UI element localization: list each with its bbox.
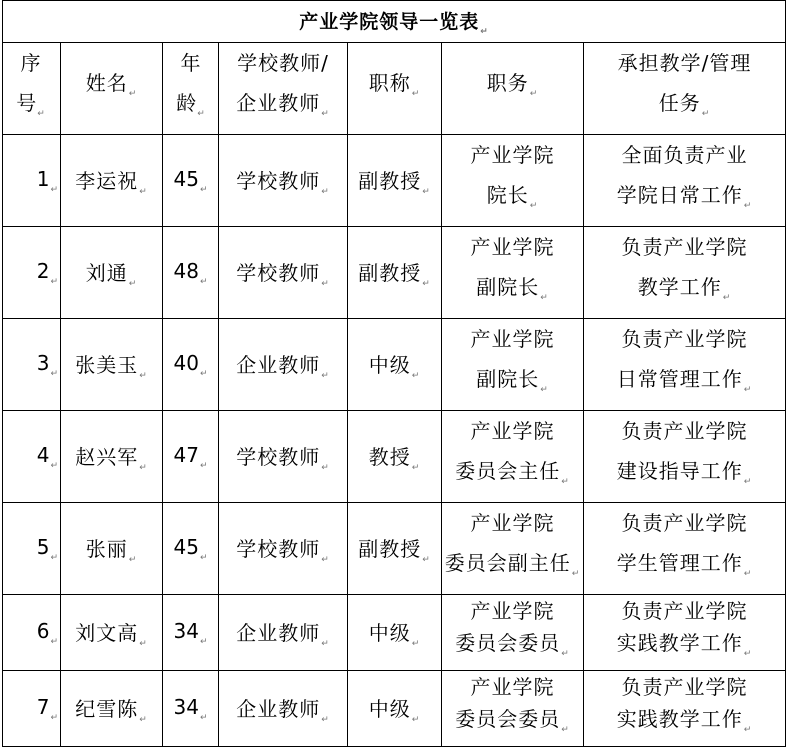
cell-age: $45_↵$ [163, 135, 219, 227]
table-row [3, 595, 786, 671]
cell-task: 全面负责产业 学院日常工作$_↵$ [584, 135, 786, 227]
cell-teacher-type: 学校教师$_↵$ [219, 411, 348, 503]
cell-teacher-type: 学校教师$_↵$ [219, 227, 348, 319]
cell-age: $47_↵$ [163, 411, 219, 503]
table-row [3, 671, 786, 747]
cell-rank: 中级$_↵$ [348, 595, 442, 671]
header-post: 职务$_↵$ [442, 43, 584, 135]
cell-post: 产业学院 副院长$_↵$ [442, 227, 584, 319]
cell-seq: $7_↵$ [3, 671, 61, 747]
table-row [3, 503, 786, 595]
cell-age: $45_↵$ [163, 503, 219, 595]
header-age: 年 龄$_↵$ [163, 43, 219, 135]
cell-post: 产业学院 副院长$_↵$ [442, 319, 584, 411]
table-row [3, 227, 786, 319]
cell-rank: 中级$_↵$ [348, 671, 442, 747]
cell-teacher-type: 企业教师$_↵$ [219, 671, 348, 747]
cell-rank: 副教授$_↵$ [348, 135, 442, 227]
cell-post: 产业学院 院长$_↵$ [442, 135, 584, 227]
cell-seq: $2_↵$ [3, 227, 61, 319]
cell-teacher-type: 学校教师$_↵$ [219, 503, 348, 595]
cell-seq: $1_↵$ [3, 135, 61, 227]
cell-post: 产业学院 委员会委员$_↵$ [442, 595, 584, 671]
header-type: 学校教师/ 企业教师$_↵$ [219, 43, 348, 135]
cell-name: 刘通$_↵$ [61, 227, 163, 319]
cell-task: 负责产业学院 建设指导工作$_↵$ [584, 411, 786, 503]
cell-name: 刘文高$_↵$ [61, 595, 163, 671]
cell-name: 张丽$_↵$ [61, 503, 163, 595]
cell-name: 李运祝$_↵$ [61, 135, 163, 227]
cell-post: 产业学院 委员会主任$_↵$ [442, 411, 584, 503]
cell-task: 负责产业学院 学生管理工作$_↵$ [584, 503, 786, 595]
cell-seq: $5_↵$ [3, 503, 61, 595]
header-name: 姓名$_↵$ [61, 43, 163, 135]
cell-rank: 教授$_↵$ [348, 411, 442, 503]
cell-rank: 副教授$_↵$ [348, 227, 442, 319]
header-task: 承担教学/管理 任务$_↵$ [584, 43, 786, 135]
cell-seq: $3_↵$ [3, 319, 61, 411]
cell-task: 负责产业学院 日常管理工作$_↵$ [584, 319, 786, 411]
cell-rank: 副教授$_↵$ [348, 503, 442, 595]
cell-post: 产业学院 委员会副主任$_↵$ [442, 503, 584, 595]
cell-seq: $4_↵$ [3, 411, 61, 503]
leaders-table [2, 0, 786, 747]
cell-age: $48_↵$ [163, 227, 219, 319]
title-row [3, 1, 786, 43]
cell-task: 负责产业学院 实践教学工作$_↵$ [584, 595, 786, 671]
table-body [3, 135, 786, 747]
cell-age: $40_↵$ [163, 319, 219, 411]
cell-rank: 中级$_↵$ [348, 319, 442, 411]
table-row [3, 411, 786, 503]
table-title: 产业学院领导一览表$_↵$ [3, 1, 786, 43]
cell-teacher-type: 企业教师$_↵$ [219, 319, 348, 411]
header-seq: 序 号$_↵$ [3, 43, 61, 135]
cell-name: 纪雪陈$_↵$ [61, 671, 163, 747]
table-row [3, 135, 786, 227]
cell-name: 张美玉$_↵$ [61, 319, 163, 411]
cell-teacher-type: 企业教师$_↵$ [219, 595, 348, 671]
cell-post: 产业学院 委员会委员$_↵$ [442, 671, 584, 747]
cell-age: $34_↵$ [163, 595, 219, 671]
cell-age: $34_↵$ [163, 671, 219, 747]
cell-name: 赵兴军$_↵$ [61, 411, 163, 503]
header-rank: 职称$_↵$ [348, 43, 442, 135]
cell-seq: $6_↵$ [3, 595, 61, 671]
cell-task: 负责产业学院 教学工作$_↵$ [584, 227, 786, 319]
cell-teacher-type: 学校教师$_↵$ [219, 135, 348, 227]
document-page [2, 0, 785, 735]
cell-task: 负责产业学院 实践教学工作$_↵$ [584, 671, 786, 747]
table-row [3, 319, 786, 411]
header-row [3, 43, 786, 135]
